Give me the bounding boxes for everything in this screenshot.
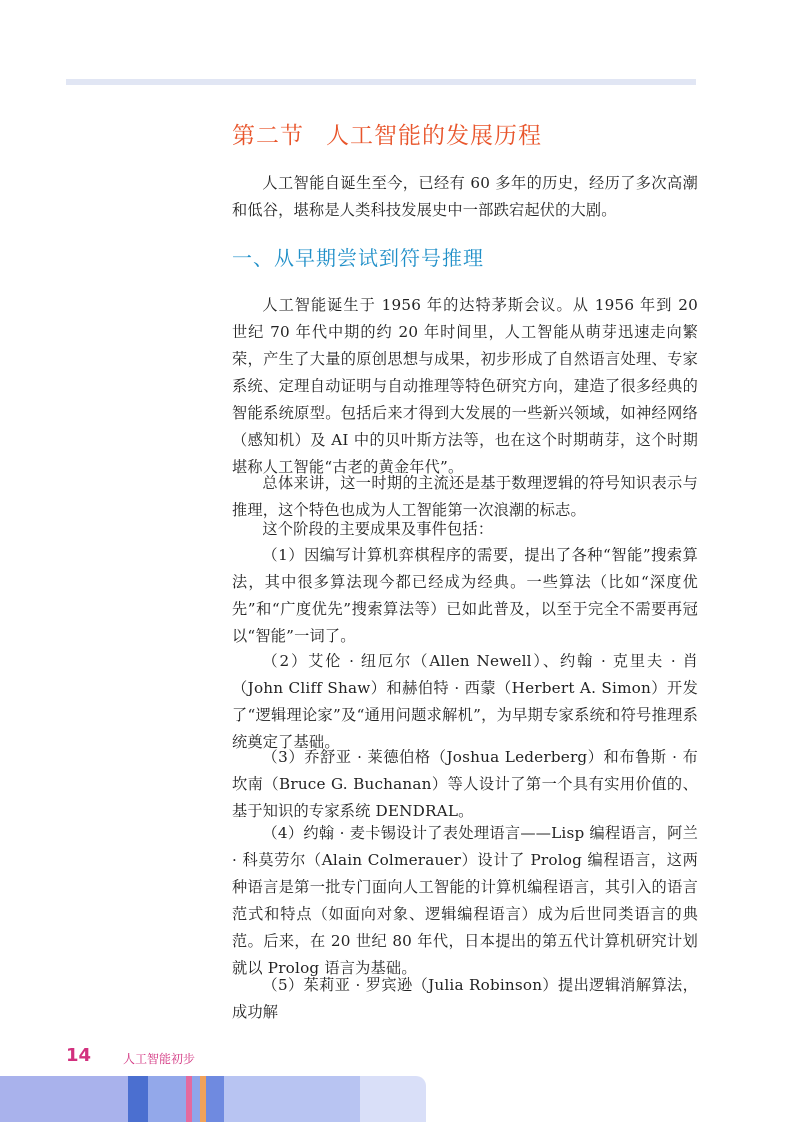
list-item-1: （1）因编写计算机弈棋程序的需要，提出了各种“智能”搜索算法，其中很多算法现今都已经成为经典。一些算法（比如“深度优先”和“广度优先”搜索算法等）已如此普及，以至于完全不需要再冠以“智能”一词了。: [232, 546, 698, 645]
intro-paragraph: 人工智能自诞生至今，已经有 60 多年的历史，经历了多次高潮和低谷，堪称是人类科技发展史中一部跌宕起伏的大剧。: [232, 174, 698, 219]
running-footer-title: 人工智能初步: [123, 1052, 196, 1066]
list-item-2: （2）艾伦 · 纽厄尔（Allen Newell）、约翰 · 克里夫 · 肖（John Cliff Shaw）和赫伯特 · 西蒙（Herbert A. Simon）开发了“逻辑理论家”及“通用问题求解机”，为早期专家系统和符号推理系统奠定了基础。: [232, 652, 698, 751]
section-title: [232, 117, 542, 150]
section-number: 第二节: [232, 123, 304, 149]
header-rule: [66, 79, 696, 85]
list-item-4: （4）约翰 · 麦卡锡设计了表处理语言——Lisp 编程语言，阿兰 · 科莫劳尔（Alain Colmerauer）设计了 Prolog 编程语言，这两种语言是第一批专门面向人工智能的计算机编程语言，其引入的语言范式和特点（如面向对象、逻辑编程语言）成为后世同类语言的典范。后来，在 20 世纪 80 年代，日本提出的第五代计算机研究计划就以 Prolog 语言为基础。: [232, 824, 698, 977]
body-paragraph-1: 人工智能诞生于 1956 年的达特茅斯会议。从 1956 年到 20 世纪 70 年代中期的约 20 年时间里，人工智能从萌芽迅速走向繁荣，产生了大量的原创思想与成果，初步形成了自然语言处理、专家系统、定理自动证明与自动推理等特色研究方向，建造了很多经典的智能系统原型。包括后来才得到大发展的一些新兴领域，如神经网络（感知机）及 AI 中的贝叶斯方法等，也在这个时期萌芽，这个时期堪称人工智能“古老的黄金年代”。: [232, 296, 698, 476]
subsection-title: 一、从早期尝试到符号推理: [232, 246, 484, 270]
section-title-text: 人工智能的发展历程: [326, 123, 542, 149]
body-paragraph-3: 这个阶段的主要成果及事件包括：: [262, 520, 494, 538]
body-paragraph-2: 总体来讲，这一时期的主流还是基于数理逻辑的符号知识表示与推理，这个特色也成为人工智能第一次浪潮的标志。: [232, 474, 698, 519]
page-number: 14: [66, 1045, 92, 1066]
list-item-5: （5）茱莉亚 · 罗宾逊（Julia Robinson）提出逻辑消解算法，成功解: [232, 976, 698, 1021]
list-item-3: （3）乔舒亚 · 莱德伯格（Joshua Lederberg）和布鲁斯 · 布坎南（Bruce G. Buchanan）等人设计了第一个具有实用价值的、基于知识的专家系统 DENDRAL。: [232, 748, 698, 820]
